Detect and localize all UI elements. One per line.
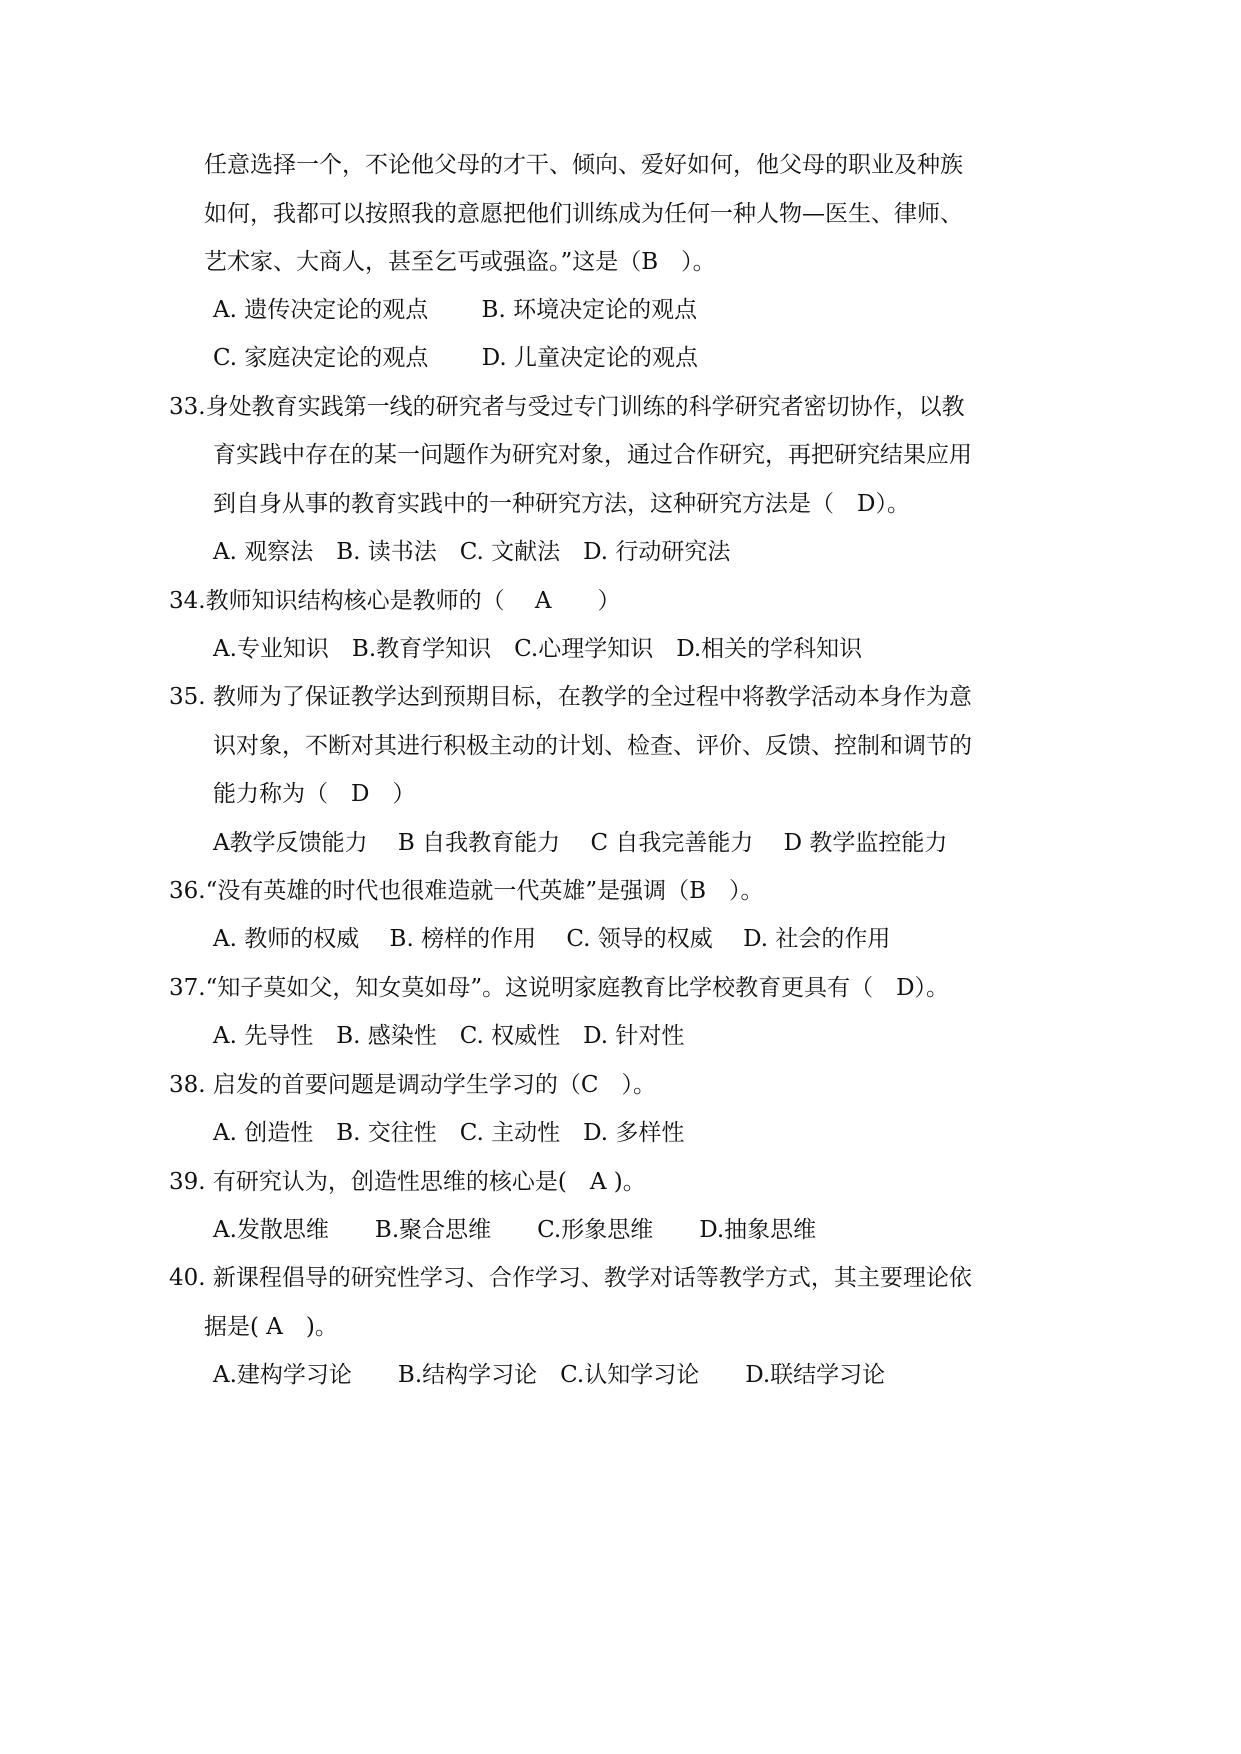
text-line: 据是( A )。 xyxy=(204,1314,338,1340)
option-line: A. 观察法 B. 读书法 C. 文献法 D. 行动研究法 xyxy=(213,539,731,565)
option-line: A. 创造性 B. 交往性 C. 主动性 D. 多样性 xyxy=(213,1120,685,1146)
question-33: 33.身处教育实践第一线的研究者与受过专门训练的科学研究者密切协作，以教 xyxy=(169,394,965,420)
question-38: 38. 启发的首要问题是调动学生学习的（C ）。 xyxy=(169,1072,656,1098)
text-line: 识对象，不断对其进行积极主动的计划、检查、评价、反馈、控制和调节的 xyxy=(213,733,972,759)
text-line: 育实践中存在的某一问题作为研究对象，通过合作研究，再把研究结果应用 xyxy=(213,442,972,468)
question-36: 36.“没有英雄的时代也很难造就一代英雄”是强调（B ）。 xyxy=(169,878,764,904)
question-40: 40. 新课程倡导的研究性学习、合作学习、教学对话等教学方式，其主要理论依 xyxy=(169,1265,972,1291)
option-line: A. 先导性 B. 感染性 C. 权威性 D. 针对性 xyxy=(213,1023,685,1049)
question-35: 35. 教师为了保证教学达到预期目标，在教学的全过程中将教学活动本身作为意 xyxy=(169,684,972,710)
text-line: 任意选择一个，不论他父母的才干、倾向、爱好如何，他父母的职业及种族 xyxy=(204,152,963,178)
text-line: 如何，我都可以按照我的意愿把他们训练成为任何一种人物—医生、律师、 xyxy=(204,201,963,227)
option-line: A. 教师的权威 B. 榜样的作用 C. 领导的权威 D. 社会的作用 xyxy=(213,926,891,952)
option-line: A.发散思维 B.聚合思维 C.形象思维 D.抽象思维 xyxy=(213,1217,817,1243)
option-line: A.建构学习论 B.结构学习论 C.认知学习论 D.联结学习论 xyxy=(213,1362,886,1388)
option-line: A. 遗传决定论的观点 B. 环境决定论的观点 xyxy=(213,297,698,323)
option-line: C. 家庭决定论的观点 D. 儿童决定论的观点 xyxy=(213,345,698,371)
question-37: 37.“知子莫如父，知女莫如母”。这说明家庭教育比学校教育更具有（ D）。 xyxy=(169,975,950,1001)
text-line: 能力称为（ D ） xyxy=(213,781,416,807)
question-34: 34.教师知识结构核心是教师的（ A ） xyxy=(169,588,621,614)
question-39: 39. 有研究认为，创造性思维的核心是( A )。 xyxy=(169,1169,646,1195)
text-line: 艺术家、大商人，甚至乞丐或强盗。”这是（B ）。 xyxy=(204,249,716,275)
option-line: A.专业知识 B.教育学知识 C.心理学知识 D.相关的学科知识 xyxy=(213,636,863,662)
option-line: A教学反馈能力 B 自我教育能力 C 自我完善能力 D 教学监控能力 xyxy=(213,830,948,856)
text-line: 到自身从事的教育实践中的一种研究方法，这种研究方法是（ D）。 xyxy=(213,491,910,517)
